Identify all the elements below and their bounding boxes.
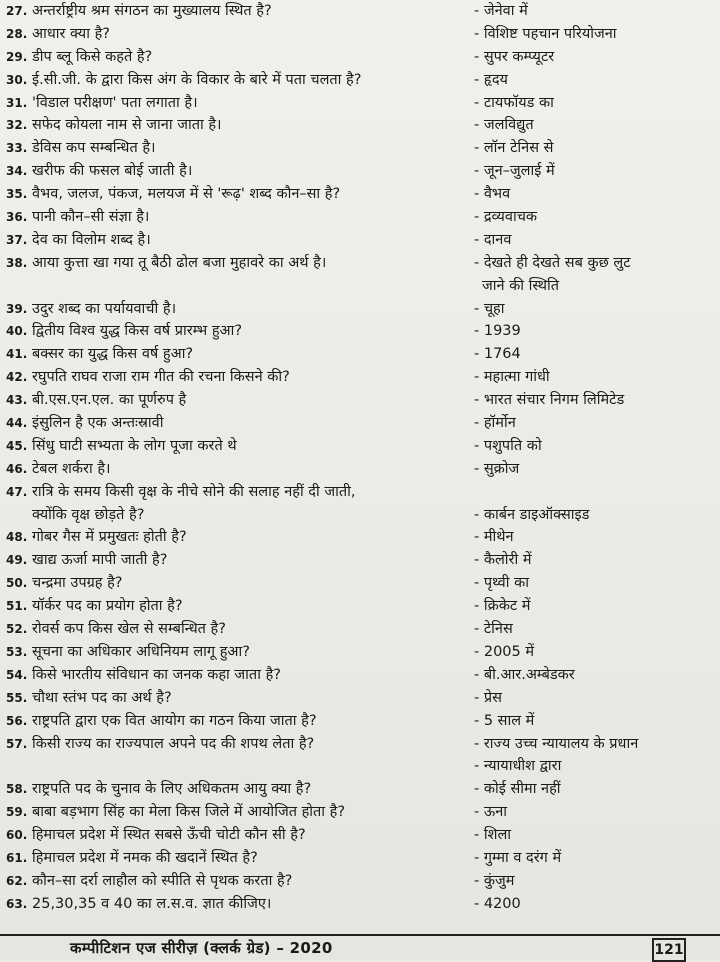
answer-text: - ऊना	[474, 804, 508, 821]
question-text: रघुपति राघव राजा राम गीत की रचना किसने की?	[32, 369, 290, 386]
question-number: 42.	[6, 370, 28, 385]
question-row	[6, 183, 714, 206]
question-row	[6, 435, 714, 458]
question-row	[6, 504, 714, 527]
question-row	[6, 481, 714, 504]
question-text: 'विडाल परीक्षण' पता लगाता है।	[32, 94, 198, 111]
question-text: सिंधु घाटी सभ्यता के लोग पूजा करते थे	[32, 437, 237, 454]
question-text: आया कुत्ता खा गया तू बैठी ढोल बजा मुहावरे का अर्थ है।	[32, 254, 327, 271]
question-text: हिमाचल प्रदेश में नमक की खदानें स्थित है?	[32, 849, 258, 866]
question-text: वैभव, जलज, पंकज, मलयज में से 'रूढ़' शब्द कौन–सा है?	[32, 186, 341, 203]
question-number: 29.	[6, 49, 28, 64]
question-number: 38.	[6, 255, 28, 270]
question-text: उदुर शब्द का पर्यायवाची है।	[32, 300, 177, 317]
answer-text: - द्रव्यवाचक	[474, 209, 538, 226]
answer-text: - गुम्मा व दरंग में	[474, 849, 562, 866]
question-number: 33.	[6, 141, 28, 156]
question-text: पानी कौन–सी संज्ञा है।	[32, 209, 150, 226]
question-number: 49.	[6, 553, 28, 568]
question-text: ई.सी.जी. के द्वारा किस अंग के विकार के बारे में पता चलता है?	[32, 71, 362, 88]
question-text: खाद्य ऊर्जा मापी जाती है?	[32, 552, 168, 569]
question-number: 46.	[6, 461, 28, 476]
question-row	[6, 389, 714, 412]
answer-text: - प्रेस	[474, 689, 502, 706]
question-answer-list	[6, 0, 714, 916]
question-number: 45.	[6, 438, 28, 453]
question-text: डेविस कप सम्बन्धित है।	[32, 140, 156, 157]
answer-text: - शिला	[474, 827, 512, 844]
answer-text: - हृदय	[474, 71, 508, 88]
question-number: 48.	[6, 530, 28, 545]
answer-text: - कुंजुम	[474, 872, 515, 889]
question-number: 31.	[6, 95, 28, 110]
question-row	[6, 526, 714, 549]
question-row	[6, 0, 714, 23]
answer-text: - मीथेन	[474, 529, 514, 546]
question-row	[6, 366, 714, 389]
question-row	[6, 893, 714, 916]
answer-text: - टेनिस	[474, 621, 513, 638]
answer-text: - जून–जुलाई में	[474, 163, 555, 180]
question-row	[6, 92, 714, 115]
question-row	[6, 778, 714, 801]
question-row	[6, 229, 714, 252]
question-row	[6, 458, 714, 481]
answer-text: जाने की स्थिति	[482, 277, 560, 294]
question-text: बक्सर का युद्ध किस वर्ष हुआ?	[32, 346, 194, 363]
question-text: देव का विलोम शब्द है।	[32, 231, 151, 248]
question-row	[6, 641, 714, 664]
question-text: बी.एस.एन.एल. का पूर्णरुप है	[32, 392, 187, 409]
question-number: 52.	[6, 622, 28, 637]
question-row	[6, 275, 714, 298]
answer-text: - राज्य उच्च न्यायालय के प्रधान	[474, 735, 639, 752]
question-text: यॉर्कर पद का प्रयोग होता है?	[32, 598, 183, 615]
question-text: खरीफ की फसल बोई जाती है।	[32, 163, 193, 180]
answer-text: - कार्बन डाइऑक्साइड	[474, 506, 590, 523]
answer-text: - विशिष्ट पहचान परियोजना	[474, 25, 617, 42]
question-text: सूचना का अधिकार अधिनियम लागू हुआ?	[32, 643, 250, 660]
question-row	[6, 870, 714, 893]
question-text: 25,30,35 व 40 का ल.स.व. ज्ञात कीजिए।	[32, 895, 272, 912]
answer-text: - पृथ्वी का	[474, 575, 529, 592]
question-text: चन्द्रमा उपग्रह है?	[32, 575, 123, 592]
answer-text: - जेनेवा में	[474, 3, 528, 19]
answer-text: - कैलोरी में	[474, 552, 532, 569]
question-row	[6, 710, 714, 733]
question-text: किसी राज्य का राज्यपाल अपने पद की शपथ लेता है?	[32, 735, 315, 752]
answer-text: - 2005 में	[474, 643, 535, 660]
question-text: अन्तर्राष्ट्रीय श्रम संगठन का मुख्यालय स्थित है?	[32, 3, 272, 19]
question-number: 59.	[6, 805, 28, 820]
question-number: 50.	[6, 576, 28, 591]
answer-text: - जलविद्युत	[474, 117, 534, 134]
question-number: 40.	[6, 324, 28, 339]
answer-text: - न्यायाधीश द्वारा	[474, 758, 562, 775]
question-row	[6, 23, 714, 46]
question-number: 60.	[6, 828, 28, 843]
question-number: 35.	[6, 187, 28, 202]
answer-text: - 4200	[474, 895, 521, 912]
question-row	[6, 664, 714, 687]
answer-text: - वैभव	[474, 186, 511, 203]
answer-text: - हॉर्मोन	[474, 415, 516, 432]
question-number: 39.	[6, 301, 28, 316]
question-number: 36.	[6, 210, 28, 225]
question-text: किसे भारतीय संविधान का जनक कहा जाता है?	[32, 666, 281, 683]
question-number: 32.	[6, 118, 28, 133]
question-row	[6, 847, 714, 870]
question-text: राष्ट्रपति द्वारा एक वित आयोग का गठन किया जाता है?	[32, 712, 317, 729]
answer-text: - पशुपति को	[474, 437, 542, 454]
answer-text: - 1764	[474, 346, 521, 363]
question-row	[6, 412, 714, 435]
question-row	[6, 618, 714, 641]
question-number: 37.	[6, 232, 28, 247]
question-number: 61.	[6, 850, 28, 865]
question-number: 58.	[6, 782, 28, 797]
question-number: 55.	[6, 690, 28, 705]
question-text: क्योंकि वृक्ष छोड़ते है?	[32, 506, 145, 523]
question-row	[6, 733, 714, 756]
question-text: चौथा स्तंभ पद का अर्थ है?	[32, 689, 172, 706]
question-number: 47.	[6, 484, 28, 499]
question-row	[6, 46, 714, 69]
question-text: रोवर्स कप किस खेल से सम्बन्धित है?	[32, 621, 226, 638]
answer-text: - बी.आर.अम्बेडकर	[474, 666, 575, 683]
question-text: बाबा बड़भाग सिंह का मेला किस जिले में आयोजित होता है?	[32, 804, 346, 821]
answer-text: - लॉन टेनिस से	[474, 140, 554, 157]
question-row	[6, 137, 714, 160]
question-text: कौन–सा दर्रा लाहौल को स्पीति से पृथक करता है?	[32, 872, 293, 889]
question-row	[6, 343, 714, 366]
question-row	[6, 160, 714, 183]
question-row	[6, 69, 714, 92]
question-number: 51.	[6, 599, 28, 614]
question-number: 30.	[6, 72, 28, 87]
answer-text: - सुपर कम्प्यूटर	[474, 48, 555, 65]
question-row	[6, 252, 714, 275]
question-row	[6, 572, 714, 595]
question-text: गोबर गैस में प्रमुखतः होती है?	[32, 529, 187, 546]
question-text: टेबल शर्करा है।	[32, 460, 111, 477]
question-number: 41.	[6, 347, 28, 362]
page-number: 121	[652, 938, 686, 962]
question-number: 34.	[6, 164, 28, 179]
question-row	[6, 801, 714, 824]
question-row	[6, 298, 714, 321]
question-row	[6, 687, 714, 710]
question-row	[6, 320, 714, 343]
answer-text: - क्रिकेट में	[474, 598, 531, 615]
question-number: 54.	[6, 667, 28, 682]
question-text: रात्रि के समय किसी वृक्ष के नीचे सोने की सलाह नहीं दी जाती,	[32, 483, 356, 500]
question-text: डीप ब्लू किसे कहते है?	[32, 48, 153, 65]
question-row	[6, 595, 714, 618]
answer-text: - देखते ही देखते सब कुछ लुट	[474, 254, 631, 271]
question-row	[6, 824, 714, 847]
series-title: कम्पीटिशन एज सीरीज़ (क्लर्क ग्रेड) – 2020	[70, 939, 333, 957]
answer-text: - 5 साल में	[474, 712, 535, 729]
answer-text: - महात्मा गांधी	[474, 369, 550, 386]
answer-text: - 1939	[474, 323, 521, 340]
question-text: राष्ट्रपति पद के चुनाव के लिए अधिकतम आयु क्या है?	[32, 781, 312, 798]
question-number: 28.	[6, 26, 28, 41]
page-footer	[0, 934, 720, 962]
question-number: 43.	[6, 393, 28, 408]
question-text: इंसुलिन है एक अन्तःस्रावी	[32, 415, 164, 432]
answer-text: - दानव	[474, 231, 512, 248]
question-number: 57.	[6, 736, 28, 751]
question-number: 62.	[6, 873, 28, 888]
question-number: 44.	[6, 416, 28, 431]
question-number: 53.	[6, 644, 28, 659]
question-text: सफेद कोयला नाम से जाना जाता है।	[32, 117, 222, 134]
answer-text: - टायफॉयड का	[474, 94, 554, 111]
question-text: द्वितीय विश्व युद्ध किस वर्ष प्रारम्भ हुआ?	[32, 323, 243, 340]
answer-text: - भारत संचार निगम लिमिटेड	[474, 392, 625, 409]
question-text: आधार क्या है?	[32, 25, 110, 42]
question-row	[6, 114, 714, 137]
question-number: 27.	[6, 4, 28, 18]
answer-text: - सुक्रोज	[474, 460, 520, 477]
question-number: 56.	[6, 713, 28, 728]
question-row	[6, 755, 714, 778]
answer-text: - चूहा	[474, 300, 505, 317]
question-row	[6, 549, 714, 572]
question-number: 63.	[6, 896, 28, 911]
question-row	[6, 206, 714, 229]
answer-text: - कोई सीमा नहीं	[474, 781, 561, 798]
question-text: हिमाचल प्रदेश में स्थित सबसे ऊँची चोटी कौन सी है?	[32, 827, 306, 844]
